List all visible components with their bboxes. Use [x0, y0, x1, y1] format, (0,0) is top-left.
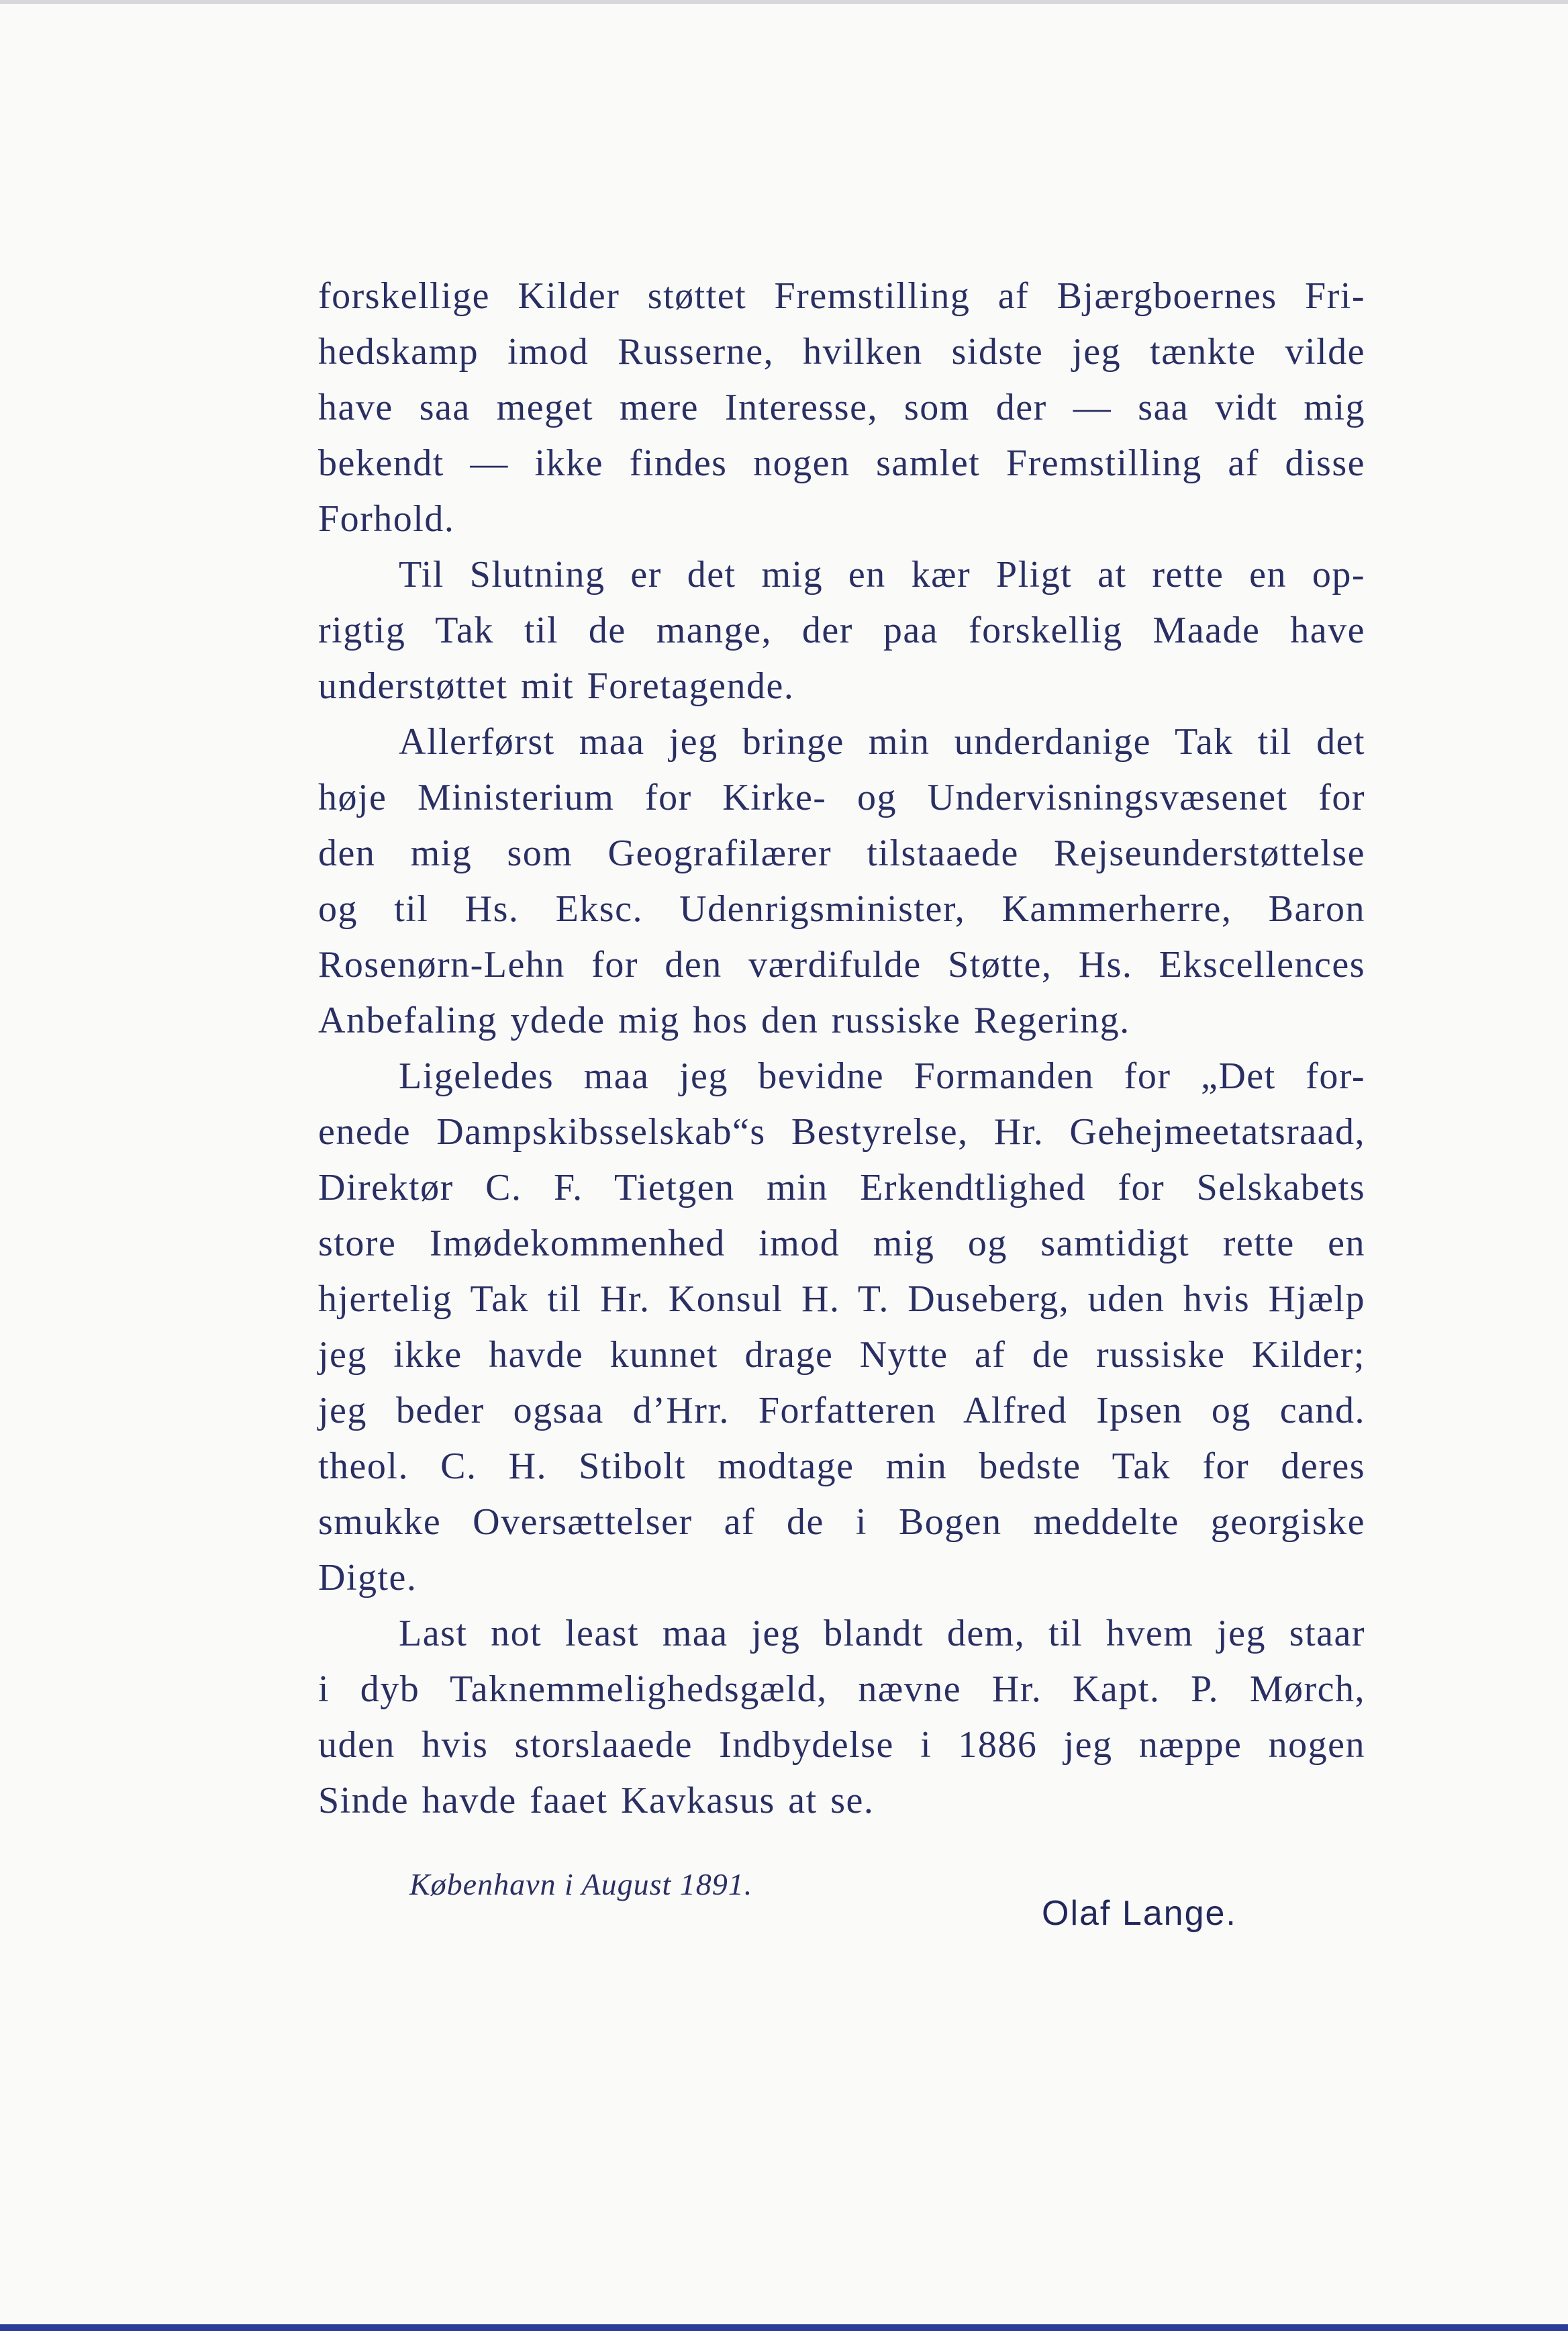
text-line: Direktør C. F. Tietgen min Erkendtlighed for Selskabets: [318, 1167, 1365, 1208]
text-line: høje Ministerium for Kirke- og Undervisningsvæsenet for: [318, 777, 1365, 818]
text-line: hjertelig Tak til Hr. Konsul H. T. Duseberg, uden hvis Hjælp: [318, 1278, 1365, 1320]
text-line: Forhold.: [318, 498, 455, 540]
text-line: understøttet mit Foretagende.: [318, 665, 795, 707]
text-line: theol. C. H. Stibolt modtage min bedste Tak for deres: [318, 1445, 1365, 1487]
text-line: den mig som Geografilærer tilstaaede Rejseunderstøttelse: [318, 832, 1365, 874]
text-line: Allerførst maa jeg bringe min underdanige Tak til det: [399, 721, 1365, 763]
text-line: og til Hs. Eksc. Udenrigsminister, Kammerherre, Baron: [318, 888, 1365, 930]
text-line: enede Dampskibsselskab“s Bestyrelse, Hr. Gehejmeetatsraad,: [318, 1111, 1365, 1153]
text-line: jeg beder ogsaa d’Hrr. Forfatteren Alfred Ipsen og cand.: [318, 1390, 1365, 1431]
body-text: [318, 269, 1365, 1829]
text-line: have saa meget mere Interesse, som der — saa vidt mig: [318, 387, 1365, 428]
text-line: Rosenørn-Lehn for den værdifulde Støtte, Hs. Ekscellences: [318, 944, 1365, 986]
text-line: uden hvis storslaaede Indbydelse i 1886 jeg næppe nogen: [318, 1724, 1365, 1766]
page-bottom-edge: [0, 2324, 1568, 2331]
text-line: Anbefaling ydede mig hos den russiske Regering.: [318, 1000, 1130, 1041]
text-line: Digte.: [318, 1557, 418, 1599]
page-top-edge: [0, 0, 1568, 4]
text-line: smukke Oversættelser af de i Bogen meddelte georgiske: [318, 1501, 1365, 1543]
place-and-date: København i August 1891.: [409, 1867, 753, 1901]
text-line: Ligeledes maa jeg bevidne Formanden for „Det for-: [399, 1055, 1365, 1097]
text-line: i dyb Taknemmelighedsgæld, nævne Hr. Kapt. P. Mørch,: [318, 1668, 1365, 1710]
text-line: hedskamp imod Russerne, hvilken sidste jeg tænkte vilde: [318, 331, 1365, 373]
text-line: rigtig Tak til de mange, der paa forskellig Maade have: [318, 610, 1365, 651]
text-line: bekendt — ikke findes nogen samlet Fremstilling af disse: [318, 442, 1365, 484]
text-line: store Imødekommenhed imod mig og samtidigt rette en: [318, 1223, 1365, 1264]
text-line: forskellige Kilder støttet Fremstilling af Bjærgboernes Fri-: [318, 275, 1365, 317]
text-line: Til Slutning er det mig en kær Pligt at rette en op-: [399, 554, 1365, 596]
text-line: Sinde havde faaet Kavkasus at se.: [318, 1780, 875, 1821]
text-line: jeg ikke havde kunnet drage Nytte af de russiske Kilder;: [318, 1334, 1365, 1376]
author-signature: Olaf Lange.: [1042, 1894, 1237, 1933]
text-line: Last not least maa jeg blandt dem, til hvem jeg staar: [399, 1613, 1365, 1654]
